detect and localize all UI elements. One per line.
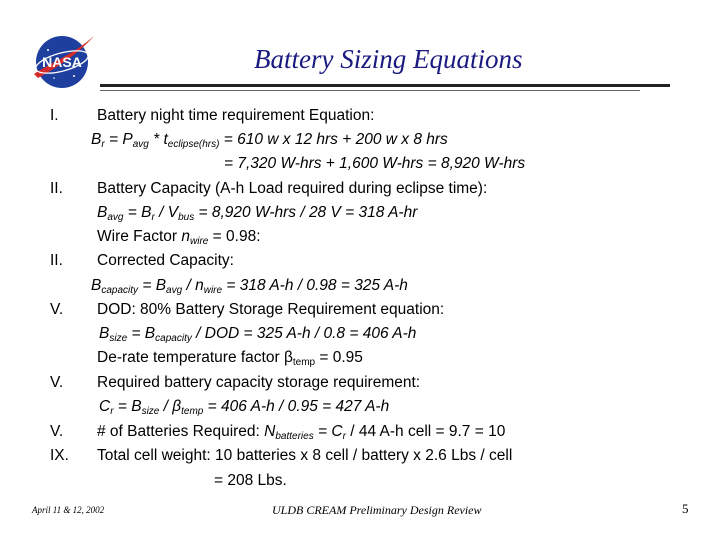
line-dod: DOD: 80% Battery Storage Requirement equation: bbox=[97, 301, 445, 318]
list-number: II. bbox=[50, 180, 63, 197]
footer-review-title: ULDB CREAM Preliminary Design Review bbox=[272, 503, 482, 517]
line-wire-factor: Wire Factor $n_{wire} = 0.98$: bbox=[97, 228, 261, 247]
line-night-time-requirement: Battery night time requirement Equation: bbox=[97, 107, 375, 124]
line-required-capacity: Required battery capacity storage requirement: bbox=[97, 374, 421, 391]
logo-text: NASA bbox=[42, 54, 82, 70]
page-number: 5 bbox=[682, 501, 689, 516]
line-corrected-capacity: Corrected Capacity: bbox=[97, 252, 234, 269]
list-number: V. bbox=[50, 374, 64, 391]
equation-bsize: $B_{size} = B_{capacity}$ / DOD = 325 A-h / 0.8 = 406 A-h bbox=[99, 325, 417, 344]
list-number: V. bbox=[50, 301, 64, 318]
logo-star-3 bbox=[53, 77, 55, 79]
title-rule-thick bbox=[100, 84, 670, 87]
line-total-weight-result: = 208 Lbs. bbox=[214, 472, 287, 489]
equation-br-result: = 7,320 W-hrs + 1,600 W-hrs = 8,920 W-hrs bbox=[224, 155, 526, 172]
logo-star-1 bbox=[47, 49, 49, 51]
equation-bcapacity: $B_{capacity} = B_{avg} / n_{wire} = 318$ A-h / 0.98 = 325 A-h bbox=[91, 277, 408, 296]
line-derate-factor: De-rate temperature factor $\beta_{temp} = 0.95$ bbox=[97, 349, 363, 368]
line-number-of-batteries: # of Batteries Required: $N_{batteries} = C_r / 44$ A-h cell = 9.7 = 10 bbox=[97, 423, 506, 442]
title-rule-thin bbox=[100, 90, 640, 91]
slide-title: Battery Sizing Equations bbox=[254, 44, 523, 74]
list-number: IX. bbox=[50, 447, 69, 464]
nasa-logo bbox=[30, 32, 98, 90]
equation-bavg: $B_{avg} = B_r / V_{bus} = 8,920$ W-hrs / 28 V = 318 A-hr bbox=[97, 204, 418, 223]
footer-date: April 11 & 12, 2002 bbox=[32, 505, 105, 515]
list-number: II. bbox=[50, 252, 63, 269]
equation-br: $B_r = P_{avg} * t_{eclipse(hrs)} = 610$ w x 12 hrs + 200 w x 8 hrs bbox=[91, 131, 448, 150]
line-total-cell-weight: Total cell weight: 10 batteries x 8 cell / battery x 2.6 Lbs / cell bbox=[97, 447, 513, 464]
logo-star-2 bbox=[73, 75, 75, 77]
list-number: V. bbox=[50, 423, 64, 440]
line-battery-capacity: Battery Capacity (A-h Load required during eclipse time): bbox=[97, 180, 488, 197]
equation-cr: $C_r = B_{size} / \beta_{temp} = 406$ A-h / 0.95 = 427 A-h bbox=[99, 398, 390, 417]
list-number: I. bbox=[50, 107, 59, 124]
